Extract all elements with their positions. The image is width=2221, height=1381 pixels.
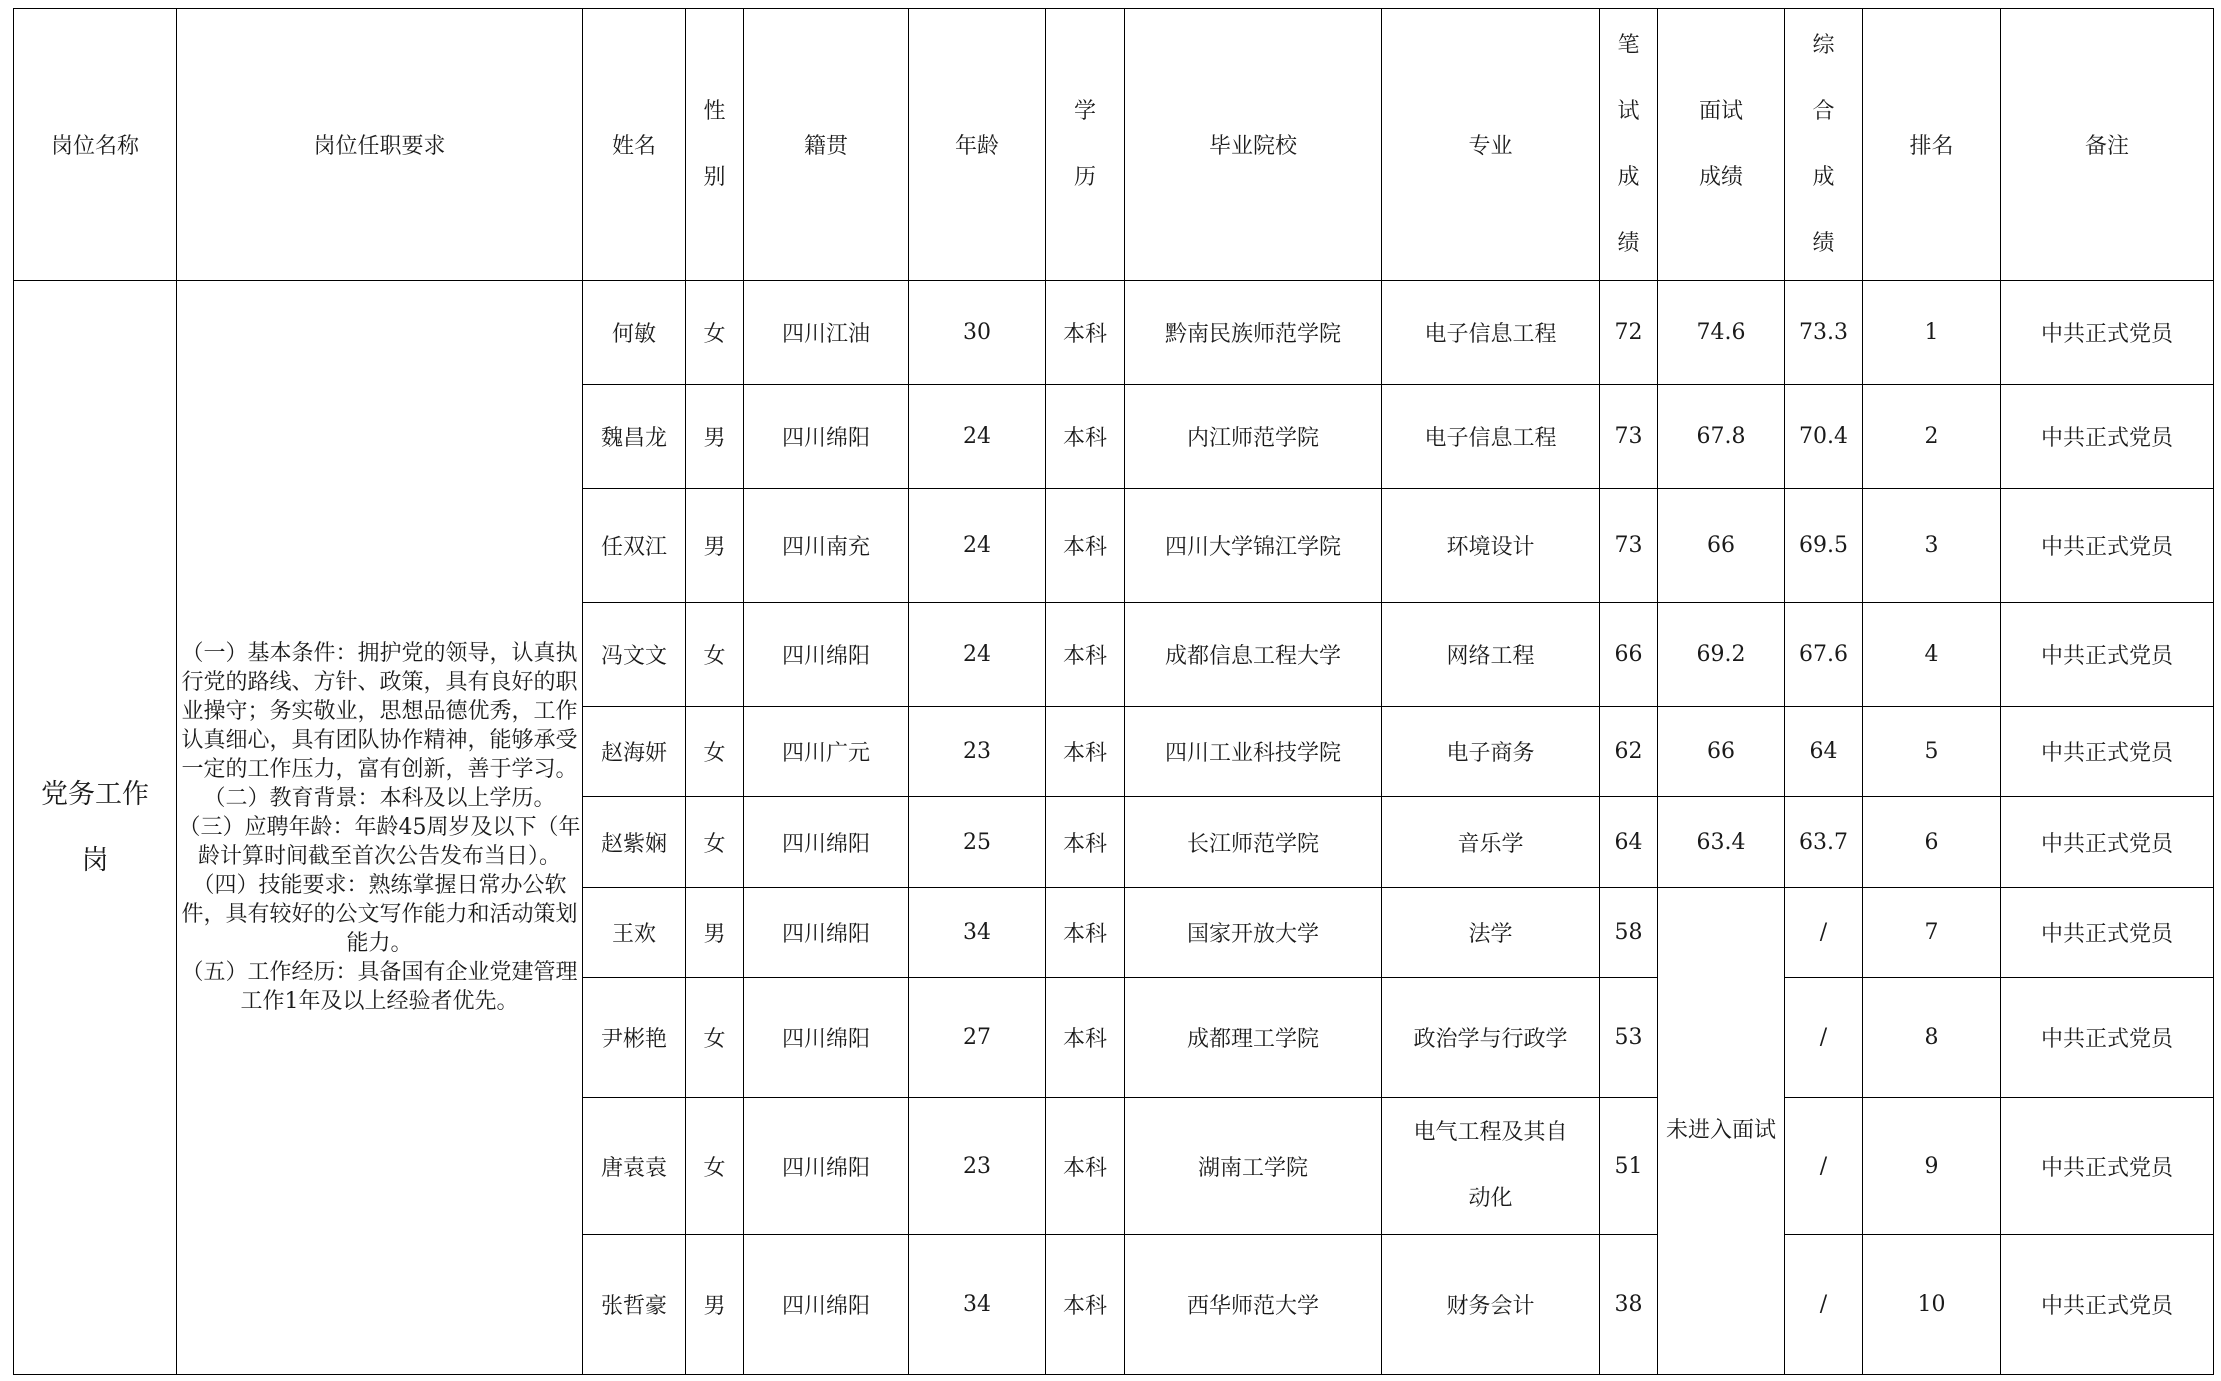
cell-name: 何敏 (583, 281, 686, 385)
cell-interview: 74.6 (1658, 281, 1785, 385)
cell-school: 长江师范学院 (1125, 797, 1382, 888)
cell-remark: 中共正式党员 (2001, 603, 2214, 707)
cell-school: 国家开放大学 (1125, 888, 1382, 978)
cell-overall: 67.6 (1785, 603, 1863, 707)
cell-remark: 中共正式党员 (2001, 797, 2214, 888)
header-interview: 面试成绩 (1658, 9, 1785, 281)
cell-name: 魏昌龙 (583, 385, 686, 489)
cell-written: 72 (1600, 281, 1658, 385)
cell-origin: 四川南充 (744, 489, 909, 603)
cell-rank: 10 (1863, 1235, 2001, 1375)
cell-school: 湖南工学院 (1125, 1098, 1382, 1235)
cell-overall: 64 (1785, 707, 1863, 797)
cell-remark: 中共正式党员 (2001, 385, 2214, 489)
cell-rank: 2 (1863, 385, 2001, 489)
cell-interview: 66 (1658, 489, 1785, 603)
cell-age: 23 (909, 1098, 1046, 1235)
cell-overall: 69.5 (1785, 489, 1863, 603)
cell-education: 本科 (1046, 707, 1125, 797)
cell-name: 张哲豪 (583, 1235, 686, 1375)
cell-education: 本科 (1046, 1098, 1125, 1235)
cell-name: 赵海妍 (583, 707, 686, 797)
cell-major: 财务会计 (1382, 1235, 1600, 1375)
cell-overall: / (1785, 888, 1863, 978)
cell-origin: 四川绵阳 (744, 797, 909, 888)
cell-written: 66 (1600, 603, 1658, 707)
cell-overall: / (1785, 1098, 1863, 1235)
requirements-cell (177, 281, 583, 1375)
cell-school: 成都信息工程大学 (1125, 603, 1382, 707)
cell-gender: 男 (686, 489, 744, 603)
cell-written: 73 (1600, 489, 1658, 603)
header-post: 岗位名称 (14, 9, 177, 281)
cell-remark: 中共正式党员 (2001, 1098, 2214, 1235)
cell-written: 73 (1600, 385, 1658, 489)
requirement-item: （二）教育背景：本科及以上学历。 (203, 786, 556, 811)
not-interviewed-cell: 未进入面试 (1658, 888, 1785, 1375)
cell-origin: 四川绵阳 (744, 1098, 909, 1235)
cell-age: 34 (909, 888, 1046, 978)
cell-interview: 63.4 (1658, 797, 1785, 888)
cell-overall: 70.4 (1785, 385, 1863, 489)
header-school: 毕业院校 (1125, 9, 1382, 281)
cell-education: 本科 (1046, 797, 1125, 888)
cell-rank: 3 (1863, 489, 2001, 603)
cell-remark: 中共正式党员 (2001, 978, 2214, 1098)
cell-written: 64 (1600, 797, 1658, 888)
cell-major: 电子信息工程 (1382, 385, 1600, 489)
cell-remark: 中共正式党员 (2001, 489, 2214, 603)
cell-remark: 中共正式党员 (2001, 281, 2214, 385)
cell-gender: 女 (686, 281, 744, 385)
cell-age: 24 (909, 603, 1046, 707)
cell-name: 赵紫娴 (583, 797, 686, 888)
cell-name: 冯文文 (583, 603, 686, 707)
cell-gender: 男 (686, 1235, 744, 1375)
cell-rank: 8 (1863, 978, 2001, 1098)
header-remark: 备注 (2001, 9, 2214, 281)
cell-written: 53 (1600, 978, 1658, 1098)
cell-school: 四川大学锦江学院 (1125, 489, 1382, 603)
cell-age: 25 (909, 797, 1046, 888)
cell-major: 电气工程及其自动化 (1382, 1098, 1600, 1235)
cell-written: 51 (1600, 1098, 1658, 1235)
requirement-item: （五）工作经历：具备国有企业党建管理工作1年及以上经验者优先。 (181, 960, 578, 1014)
cell-name: 唐袁袁 (583, 1098, 686, 1235)
cell-age: 24 (909, 489, 1046, 603)
cell-rank: 7 (1863, 888, 2001, 978)
header-overall: 综合成绩 (1785, 9, 1863, 281)
cell-gender: 女 (686, 707, 744, 797)
cell-major: 音乐学 (1382, 797, 1600, 888)
header-origin: 籍贯 (744, 9, 909, 281)
cell-education: 本科 (1046, 603, 1125, 707)
requirement-item: （一）基本条件：拥护党的领导，认真执行党的路线、方针、政策，具有良好的职业操守；务实敬业，思想品德优秀，工作认真细心，具有团队协作精神，能够承受一定的工作压力，富有创新，善于学习。 (181, 641, 578, 782)
cell-gender: 女 (686, 1098, 744, 1235)
cell-gender: 女 (686, 978, 744, 1098)
cell-overall: 73.3 (1785, 281, 1863, 385)
cell-remark: 中共正式党员 (2001, 888, 2214, 978)
cell-school: 四川工业科技学院 (1125, 707, 1382, 797)
cell-gender: 男 (686, 385, 744, 489)
cell-interview: 69.2 (1658, 603, 1785, 707)
cell-school: 西华师范大学 (1125, 1235, 1382, 1375)
cell-education: 本科 (1046, 385, 1125, 489)
requirement-item: （三）应聘年龄：年龄45周岁及以下（年龄计算时间截至首次公告发布当日）。 (178, 815, 581, 869)
cell-remark: 中共正式党员 (2001, 1235, 2214, 1375)
cell-major: 法学 (1382, 888, 1600, 978)
cell-age: 24 (909, 385, 1046, 489)
cell-education: 本科 (1046, 1235, 1125, 1375)
header-requirements: 岗位任职要求 (177, 9, 583, 281)
cell-education: 本科 (1046, 978, 1125, 1098)
cell-age: 34 (909, 1235, 1046, 1375)
cell-origin: 四川绵阳 (744, 603, 909, 707)
cell-name: 尹彬艳 (583, 978, 686, 1098)
header-row (14, 9, 2214, 281)
cell-name: 任双江 (583, 489, 686, 603)
cell-major: 环境设计 (1382, 489, 1600, 603)
requirement-item: （四）技能要求：熟练掌握日常办公软件，具有较好的公文写作能力和活动策划能力。 (181, 873, 578, 956)
cell-age: 23 (909, 707, 1046, 797)
cell-written: 38 (1600, 1235, 1658, 1375)
cell-gender: 男 (686, 888, 744, 978)
cell-age: 27 (909, 978, 1046, 1098)
cell-age: 30 (909, 281, 1046, 385)
header-rank: 排名 (1863, 9, 2001, 281)
cell-origin: 四川绵阳 (744, 978, 909, 1098)
cell-name: 王欢 (583, 888, 686, 978)
cell-rank: 1 (1863, 281, 2001, 385)
cell-education: 本科 (1046, 281, 1125, 385)
cell-origin: 四川绵阳 (744, 1235, 909, 1375)
cell-overall: 63.7 (1785, 797, 1863, 888)
table-row (14, 281, 2214, 385)
cell-overall: / (1785, 1235, 1863, 1375)
candidate-table (13, 8, 2214, 1375)
header-written: 笔试成绩 (1600, 9, 1658, 281)
cell-major: 网络工程 (1382, 603, 1600, 707)
cell-remark: 中共正式党员 (2001, 707, 2214, 797)
cell-school: 成都理工学院 (1125, 978, 1382, 1098)
cell-gender: 女 (686, 797, 744, 888)
header-gender: 性别 (686, 9, 744, 281)
cell-major: 政治学与行政学 (1382, 978, 1600, 1098)
cell-education: 本科 (1046, 888, 1125, 978)
cell-origin: 四川绵阳 (744, 888, 909, 978)
cell-major: 电子信息工程 (1382, 281, 1600, 385)
header-name: 姓名 (583, 9, 686, 281)
cell-interview: 67.8 (1658, 385, 1785, 489)
header-education: 学历 (1046, 9, 1125, 281)
header-age: 年龄 (909, 9, 1046, 281)
cell-interview: 66 (1658, 707, 1785, 797)
post-name-cell: 党务工作岗 (14, 281, 177, 1375)
cell-overall: / (1785, 978, 1863, 1098)
cell-school: 黔南民族师范学院 (1125, 281, 1382, 385)
cell-rank: 9 (1863, 1098, 2001, 1235)
cell-origin: 四川广元 (744, 707, 909, 797)
cell-school: 内江师范学院 (1125, 385, 1382, 489)
cell-education: 本科 (1046, 489, 1125, 603)
cell-rank: 6 (1863, 797, 2001, 888)
cell-origin: 四川江油 (744, 281, 909, 385)
cell-gender: 女 (686, 603, 744, 707)
header-major: 专业 (1382, 9, 1600, 281)
cell-rank: 5 (1863, 707, 2001, 797)
cell-written: 58 (1600, 888, 1658, 978)
cell-major: 电子商务 (1382, 707, 1600, 797)
cell-written: 62 (1600, 707, 1658, 797)
cell-rank: 4 (1863, 603, 2001, 707)
cell-origin: 四川绵阳 (744, 385, 909, 489)
